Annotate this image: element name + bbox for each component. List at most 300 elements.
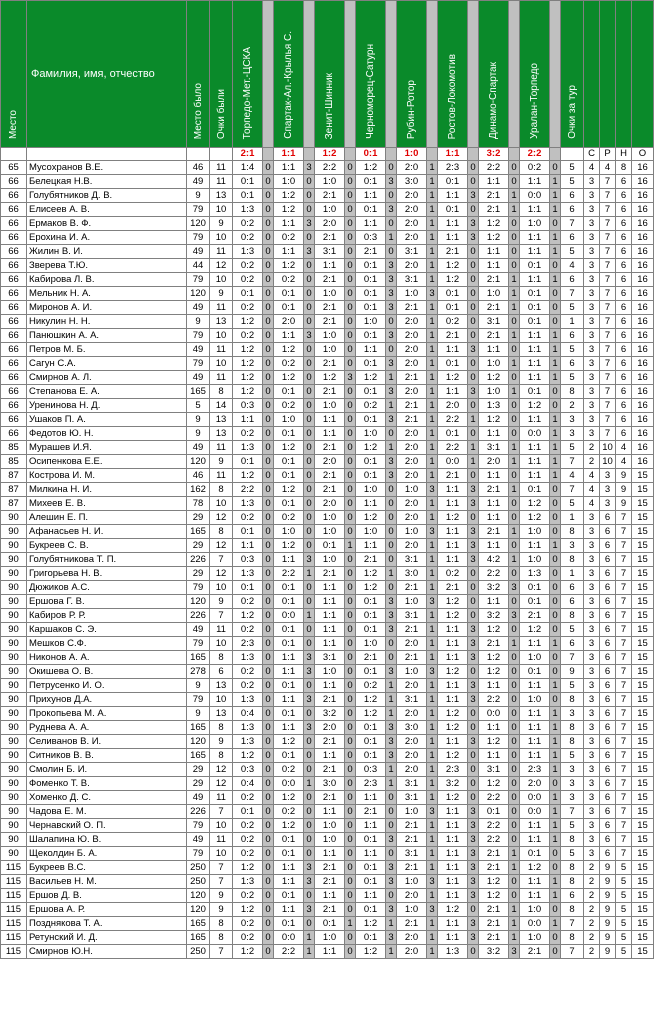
cell-match-points: 0 [509, 735, 520, 749]
cell-forecast: 3:1 [397, 693, 427, 707]
table-row [1, 385, 654, 399]
cell-match-points: 0 [386, 525, 397, 539]
cell-match-points: 0 [304, 399, 315, 413]
cell-name: Ершова Г. В. [27, 595, 187, 609]
cell-match-points: 0 [386, 819, 397, 833]
cell-forecast: 2:1 [397, 917, 427, 931]
cell-forecast: 1:1 [438, 525, 468, 539]
cell-match-points: 3 [468, 651, 479, 665]
cell-n: 7 [616, 595, 632, 609]
cell-forecast: 0:1 [233, 581, 263, 595]
cell-round-points: 6 [561, 595, 584, 609]
cell-forecast: 2:0 [397, 427, 427, 441]
cell-match-points: 1 [386, 777, 397, 791]
cell-forecast: 0:2 [438, 315, 468, 329]
cell-forecast: 2:1 [315, 357, 345, 371]
cell-prev-points: 13 [210, 315, 233, 329]
cell-forecast: 1:1 [520, 343, 550, 357]
cell-p: 7 [600, 231, 616, 245]
cell-forecast: 1:1 [520, 203, 550, 217]
cell-forecast: 1:1 [438, 343, 468, 357]
cell-forecast: 0:2 [356, 679, 386, 693]
table-row [1, 735, 654, 749]
cell-n: 5 [616, 903, 632, 917]
cell-match-points: 1 [509, 441, 520, 455]
cell-p: 6 [600, 567, 616, 581]
cell-match-points: 1 [427, 315, 438, 329]
cell-prev-points: 7 [210, 861, 233, 875]
cell-prev-points: 7 [210, 875, 233, 889]
cell-forecast: 2:1 [315, 231, 345, 245]
cell-forecast: 1:1 [479, 749, 509, 763]
cell-forecast: 1:1 [315, 413, 345, 427]
cell-forecast: 1:1 [520, 245, 550, 259]
cell-prev-points: 11 [210, 791, 233, 805]
cell-place: 66 [1, 357, 27, 371]
cell-forecast: 0:1 [274, 497, 304, 511]
cell-c: 3 [584, 189, 600, 203]
cell-forecast: 2:2 [274, 945, 304, 959]
cell-match-points: 0 [509, 231, 520, 245]
cell-match-points: 3 [386, 623, 397, 637]
cell-match-points: 0 [468, 665, 479, 679]
cell-prev-place: 44 [187, 259, 210, 273]
cell-match-points: 0 [263, 917, 274, 931]
cell-forecast: 3:1 [397, 791, 427, 805]
cell-match-points: 1 [427, 735, 438, 749]
cell-forecast: 1:0 [274, 175, 304, 189]
cell-prev-place: 49 [187, 343, 210, 357]
cell-match-points: 1 [550, 735, 561, 749]
cell-round-points: 3 [561, 763, 584, 777]
table-row [1, 483, 654, 497]
cell-match-points: 0 [345, 805, 356, 819]
cell-forecast: 1:2 [274, 791, 304, 805]
cell-place: 90 [1, 777, 27, 791]
cell-forecast: 2:2 [233, 483, 263, 497]
cell-forecast: 0:1 [356, 721, 386, 735]
cell-match-points: 0 [345, 189, 356, 203]
cell-forecast: 1:2 [520, 497, 550, 511]
cell-forecast: 0:1 [274, 833, 304, 847]
cell-forecast: 0:2 [233, 217, 263, 231]
cell-forecast: 1:1 [274, 861, 304, 875]
cell-name: Белецкая Н.В. [27, 175, 187, 189]
cell-match-points: 1 [427, 203, 438, 217]
cell-forecast: 4:2 [479, 553, 509, 567]
cell-match-points: 0 [345, 427, 356, 441]
cell-forecast: 2:1 [397, 371, 427, 385]
cell-name: Васильев Н. М. [27, 875, 187, 889]
cell-forecast: 0:1 [356, 329, 386, 343]
cell-match-points: 1 [304, 777, 315, 791]
cell-c: 3 [584, 735, 600, 749]
cell-p: 9 [600, 931, 616, 945]
cell-round-points: 8 [561, 609, 584, 623]
cell-n: 7 [616, 847, 632, 861]
cell-match-points: 0 [550, 525, 561, 539]
cell-c: 3 [584, 721, 600, 735]
cell-forecast: 2:1 [315, 483, 345, 497]
cell-o: 15 [632, 609, 654, 623]
cell-round-points: 5 [561, 819, 584, 833]
cell-forecast: 1:1 [520, 231, 550, 245]
cell-place: 90 [1, 511, 27, 525]
cell-match-points: 0 [263, 875, 274, 889]
cell-match-points: 1 [427, 763, 438, 777]
cell-forecast: 1:1 [520, 539, 550, 553]
cell-match-points: 1 [386, 399, 397, 413]
cell-match-points: 0 [468, 721, 479, 735]
cell-match-points: 0 [550, 301, 561, 315]
cell-forecast: 1:2 [479, 665, 509, 679]
cell-forecast: 2:3 [520, 763, 550, 777]
col-match-header: Черноморец-Сатурн [356, 1, 386, 148]
cell-forecast: 1:2 [233, 749, 263, 763]
cell-c: 3 [584, 637, 600, 651]
cell-forecast: 1:1 [520, 679, 550, 693]
cell-prev-points: 7 [210, 945, 233, 959]
cell-forecast: 1:1 [520, 735, 550, 749]
cell-c: 3 [584, 525, 600, 539]
cell-match-points: 0 [345, 693, 356, 707]
col-match-header: Спартак-Ал.-Крылья С. [274, 1, 304, 148]
cell-place: 66 [1, 189, 27, 203]
cell-name: Прокопьева М. А. [27, 707, 187, 721]
cell-match-points: 0 [550, 903, 561, 917]
cell-forecast: 3:2 [315, 707, 345, 721]
cell-prev-points: 13 [210, 413, 233, 427]
cell-forecast: 3:1 [479, 441, 509, 455]
cell-match-points: 1 [427, 819, 438, 833]
cell-o: 16 [632, 259, 654, 273]
cell-forecast: 2:0 [397, 385, 427, 399]
cell-match-points: 0 [263, 497, 274, 511]
cell-forecast: 1:1 [315, 749, 345, 763]
cell-o: 16 [632, 455, 654, 469]
header-row [1, 1, 654, 148]
cell-name: Осипенкова Е.Е. [27, 455, 187, 469]
cell-forecast: 1:1 [274, 217, 304, 231]
cell-forecast: 1:1 [356, 539, 386, 553]
cell-place: 90 [1, 833, 27, 847]
cell-forecast: 1:0 [315, 931, 345, 945]
cell-forecast: 2:0 [397, 735, 427, 749]
cell-round-points: 7 [561, 945, 584, 959]
cell-match-points: 3 [386, 175, 397, 189]
cell-name: Кабиров Р. Р. [27, 609, 187, 623]
cell-prev-place: 49 [187, 441, 210, 455]
cell-forecast: 2:0 [397, 469, 427, 483]
cell-match-points: 1 [427, 231, 438, 245]
cell-match-points: 0 [345, 819, 356, 833]
cell-forecast: 2:1 [315, 469, 345, 483]
cell-forecast: 3:1 [397, 273, 427, 287]
cell-match-points: 0 [468, 273, 479, 287]
cell-match-points: 0 [304, 735, 315, 749]
cell-match-points: 1 [427, 413, 438, 427]
cell-name: Фоменко Т. В. [27, 777, 187, 791]
cell-place: 66 [1, 203, 27, 217]
cell-forecast: 0:2 [233, 595, 263, 609]
cell-match-points: 0 [345, 777, 356, 791]
cell-p: 3 [600, 497, 616, 511]
cell-prev-place: 29 [187, 567, 210, 581]
cell-match-points: 0 [263, 693, 274, 707]
cell-forecast: 1:2 [356, 917, 386, 931]
cell-o: 15 [632, 847, 654, 861]
cell-o: 15 [632, 707, 654, 721]
cell-prev-points: 14 [210, 399, 233, 413]
cell-match-points: 1 [509, 357, 520, 371]
cell-forecast: 1:1 [520, 721, 550, 735]
cell-o: 15 [632, 861, 654, 875]
cell-n: 6 [616, 427, 632, 441]
cell-name: Миронов А. И. [27, 301, 187, 315]
cell-c: 3 [584, 217, 600, 231]
cell-match-points: 0 [263, 483, 274, 497]
cell-match-points: 1 [550, 357, 561, 371]
table-row [1, 931, 654, 945]
cell-prev-points: 12 [210, 567, 233, 581]
cell-forecast: 0:2 [233, 791, 263, 805]
cell-o: 16 [632, 399, 654, 413]
cell-match-points: 0 [304, 833, 315, 847]
cell-prev-place: 165 [187, 749, 210, 763]
cell-round-points: 3 [561, 777, 584, 791]
cell-match-points: 3 [386, 203, 397, 217]
cell-match-points: 0 [263, 539, 274, 553]
cell-match-points: 1 [550, 763, 561, 777]
cell-match-points: 3 [468, 805, 479, 819]
cell-o: 15 [632, 567, 654, 581]
cell-p: 7 [600, 315, 616, 329]
cell-match-points: 1 [304, 931, 315, 945]
cell-forecast: 1:1 [315, 679, 345, 693]
cell-o: 15 [632, 469, 654, 483]
cell-place: 90 [1, 805, 27, 819]
cell-forecast: 0:1 [233, 287, 263, 301]
cell-forecast: 1:1 [520, 329, 550, 343]
cell-forecast: 0:2 [274, 273, 304, 287]
cell-forecast: 0:3 [356, 231, 386, 245]
cell-match-points: 0 [345, 553, 356, 567]
cell-name: Мешков С.Ф. [27, 637, 187, 651]
cell-match-points: 1 [550, 469, 561, 483]
cell-match-points: 0 [304, 749, 315, 763]
cell-forecast: 1:0 [315, 511, 345, 525]
cell-match-points: 0 [550, 609, 561, 623]
cell-n: 7 [616, 819, 632, 833]
cell-forecast: 1:2 [233, 903, 263, 917]
cell-forecast: 1:2 [356, 567, 386, 581]
cell-match-points: 3 [386, 875, 397, 889]
cell-match-points: 1 [550, 707, 561, 721]
cell-match-points: 0 [263, 931, 274, 945]
cell-p: 6 [600, 833, 616, 847]
cell-forecast: 2:1 [397, 819, 427, 833]
cell-place: 66 [1, 427, 27, 441]
cell-match-points: 0 [263, 371, 274, 385]
cell-forecast: 0:1 [520, 595, 550, 609]
cell-forecast: 2:1 [479, 203, 509, 217]
cell-forecast: 0:1 [315, 539, 345, 553]
cell-match-points: 0 [509, 161, 520, 175]
cell-match-points: 0 [345, 623, 356, 637]
cell-round-points: 7 [561, 805, 584, 819]
cell-n: 6 [616, 217, 632, 231]
col-match-header: Уралан-Торпедо [520, 1, 550, 148]
cell-match-points: 0 [509, 315, 520, 329]
cell-forecast: 2:2 [479, 791, 509, 805]
cell-forecast: 1:0 [520, 217, 550, 231]
cell-p: 6 [600, 777, 616, 791]
cell-match-points: 1 [509, 203, 520, 217]
cell-match-points: 3 [386, 861, 397, 875]
cell-forecast: 1:1 [233, 413, 263, 427]
cell-forecast: 1:0 [520, 931, 550, 945]
cell-forecast: 1:1 [520, 637, 550, 651]
cell-match-points: 0 [509, 539, 520, 553]
cell-forecast: 3:1 [397, 245, 427, 259]
cell-c: 2 [584, 917, 600, 931]
match-result: 3:2 [479, 148, 509, 161]
cell-match-points: 0 [263, 385, 274, 399]
cell-round-points: 7 [561, 287, 584, 301]
cell-forecast: 2:0 [479, 455, 509, 469]
cell-match-points: 1 [509, 903, 520, 917]
cell-prev-place: 9 [187, 707, 210, 721]
table-row [1, 455, 654, 469]
cell-forecast: 1:3 [233, 441, 263, 455]
cell-forecast: 1:0 [274, 413, 304, 427]
cell-match-points: 3 [386, 735, 397, 749]
cell-forecast: 1:2 [479, 231, 509, 245]
cell-match-points: 1 [427, 791, 438, 805]
cell-name: Голубятников Д. В. [27, 189, 187, 203]
cell-match-points: 3 [304, 161, 315, 175]
cell-match-points: 0 [509, 819, 520, 833]
cell-forecast: 1:1 [479, 175, 509, 189]
cell-forecast: 2:1 [315, 763, 345, 777]
cell-round-points: 7 [561, 217, 584, 231]
cell-forecast: 0:0 [520, 427, 550, 441]
cell-place: 90 [1, 847, 27, 861]
cell-match-points: 0 [345, 259, 356, 273]
cell-name: Селиванов В. И. [27, 735, 187, 749]
cell-match-points: 0 [263, 245, 274, 259]
table-row [1, 553, 654, 567]
cell-name: Мельник Н. А. [27, 287, 187, 301]
cell-match-points: 0 [263, 637, 274, 651]
cell-place: 90 [1, 679, 27, 693]
cell-place: 90 [1, 665, 27, 679]
cell-forecast: 0:1 [315, 917, 345, 931]
cell-prev-points: 10 [210, 693, 233, 707]
cell-n: 7 [616, 553, 632, 567]
cell-match-points: 3 [304, 665, 315, 679]
cell-forecast: 1:1 [438, 553, 468, 567]
cell-n: 7 [616, 749, 632, 763]
cell-prev-points: 11 [210, 301, 233, 315]
cell-match-points: 1 [427, 945, 438, 959]
cell-place: 66 [1, 343, 27, 357]
cell-forecast: 1:1 [356, 217, 386, 231]
cell-forecast: 1:2 [438, 791, 468, 805]
cell-prev-place: 120 [187, 287, 210, 301]
cell-forecast: 1:1 [438, 847, 468, 861]
cell-forecast: 1:1 [479, 595, 509, 609]
cell-prev-place: 46 [187, 469, 210, 483]
cell-prev-points: 8 [210, 651, 233, 665]
table-row [1, 903, 654, 917]
cell-forecast: 1:1 [520, 273, 550, 287]
cell-n: 8 [616, 161, 632, 175]
cell-forecast: 1:0 [315, 819, 345, 833]
cell-n: 6 [616, 413, 632, 427]
cell-forecast: 1:0 [315, 203, 345, 217]
cell-c: 3 [584, 357, 600, 371]
cell-forecast: 1:0 [520, 651, 550, 665]
cell-place: 87 [1, 469, 27, 483]
cell-name: Зверева Т.Ю. [27, 259, 187, 273]
cell-round-points: 1 [561, 511, 584, 525]
cell-o: 16 [632, 371, 654, 385]
cell-match-points: 0 [550, 259, 561, 273]
cell-o: 16 [632, 301, 654, 315]
cell-forecast: 3:1 [397, 553, 427, 567]
cell-o: 15 [632, 651, 654, 665]
cell-forecast: 0:1 [274, 595, 304, 609]
cell-match-points: 0 [509, 805, 520, 819]
cell-name: Никонов А. А. [27, 651, 187, 665]
cell-prev-points: 10 [210, 637, 233, 651]
cell-forecast: 3:2 [479, 609, 509, 623]
cell-name: Елисеев А. В. [27, 203, 187, 217]
cell-p: 9 [600, 861, 616, 875]
cell-match-points: 0 [304, 315, 315, 329]
cell-match-points: 1 [386, 945, 397, 959]
cell-match-points: 0 [304, 455, 315, 469]
cell-match-points: 0 [386, 217, 397, 231]
cell-forecast: 0:1 [356, 259, 386, 273]
cell-forecast: 2:0 [397, 945, 427, 959]
cell-forecast: 2:0 [397, 343, 427, 357]
cell-forecast: 1:0 [315, 287, 345, 301]
cell-match-points: 0 [550, 315, 561, 329]
cell-forecast: 2:0 [315, 497, 345, 511]
cell-prev-points: 10 [210, 497, 233, 511]
cell-forecast: 2:1 [438, 469, 468, 483]
cell-place: 90 [1, 749, 27, 763]
cell-forecast: 1:1 [438, 861, 468, 875]
cell-match-points: 0 [509, 651, 520, 665]
table-row [1, 399, 654, 413]
cell-forecast: 0:2 [233, 623, 263, 637]
cell-match-points: 0 [263, 847, 274, 861]
cell-forecast: 1:2 [438, 665, 468, 679]
cell-match-points: 1 [427, 189, 438, 203]
cell-p: 9 [600, 903, 616, 917]
cell-match-points: 3 [386, 385, 397, 399]
cell-n: 9 [616, 497, 632, 511]
cell-o: 16 [632, 203, 654, 217]
cell-match-points: 3 [509, 609, 520, 623]
cell-forecast: 2:3 [438, 161, 468, 175]
cell-match-points: 0 [509, 343, 520, 357]
cell-forecast: 1:1 [479, 245, 509, 259]
cell-forecast: 0:1 [479, 805, 509, 819]
